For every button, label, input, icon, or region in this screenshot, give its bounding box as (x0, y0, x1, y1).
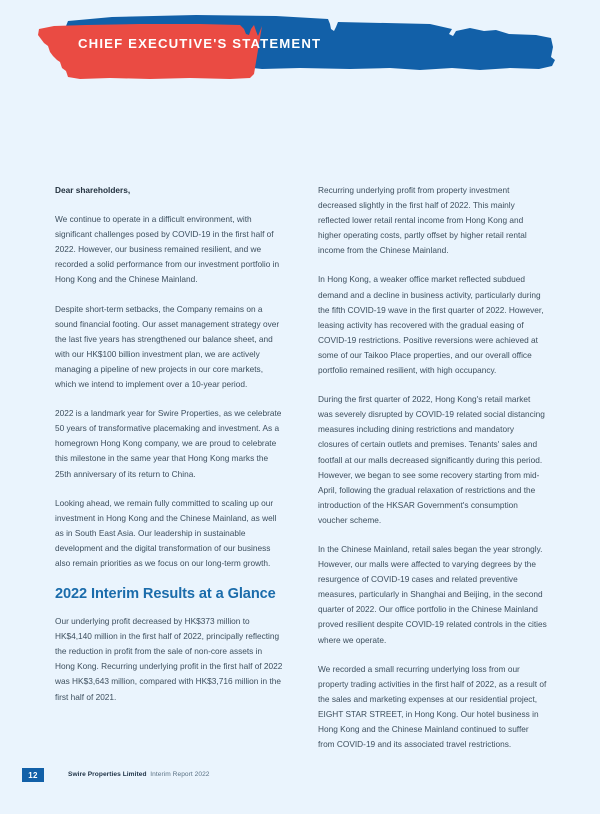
paragraph: Recurring underlying profit from property investment decreased slightly in the first half of 2022. This mainly reflected lower retail rental income from Hong Kong and higher operating costs, partly offset by higher retail rental income from the Chinese Mainland. (318, 185, 527, 256)
paragraph: Despite short-term setbacks, the Company remains on a sound financial footing. Our asset management strategy over the last five years has strengthened our balance sheet, and with our HK$100 billion investment plan, we are actively managing a pipeline of new projects in our core markets, which we intend to implement over a 10-year period. (55, 303, 280, 390)
paragraph: We continue to operate in a difficult environment, with significant challenges posed by COVID-19 in the first half of 2022. However, our business remained resilient, and we recorded a solid performance from our investment portfolio in Hong Kong and the Chinese Mainland. (55, 214, 280, 285)
left-column (55, 183, 284, 766)
right-column (318, 183, 547, 766)
paragraph: In Hong Kong, a weaker office market reflected subdued demand and a decline in business activity, particularly during the fifth COVID-19 wave in the first quarter of 2022. However, leasing activity has recovered with the gradual easing of COVID-19 restrictions. Positive reversions were achieved at some of our Taikoo Place properties, and our overall office portfolio remained resilient, with high occupancy. (318, 274, 544, 376)
footer-company-name: Swire Properties Limited (68, 771, 147, 778)
paragraph: During the first quarter of 2022, Hong Kong's retail market was severely disrupted by COVID-19 related social distancing measures including dining restrictions and mandatory closures of certain outlets and premises. Tenants' sales and footfall at our malls decreased significantly during this period. However, we began to see some recovery starting from mid-April, following the gradual relaxation of restrictions and the introduction of the HKSAR Government's consumption voucher scheme. (318, 394, 545, 525)
paragraph: 2022 is a landmark year for Swire Properties, as we celebrate 50 years of transformative placemaking and investment. As a homegrown Hong Kong company, we are proud to celebrate this milestone in the same year that Hong Kong marks the 25th anniversary of its return to China. (55, 408, 282, 479)
salutation: Dear shareholders, (55, 185, 131, 195)
chapter-banner (0, 0, 600, 100)
paragraph: In the Chinese Mainland, retail sales began the year strongly. However, our malls were affected to varying degrees by the resurgence of COVID-19 cases and related preventive measures, particularly in Shanghai and Beijing, in the second quarter of 2022. Our office portfolio in the Chinese Mainland proved resilient despite COVID-19 related controls in the cities where we operate. (318, 543, 547, 645)
paragraph: Our underlying profit decreased by HK$373 million to HK$4,140 million in the first half of 2022, principally reflecting the reduction in profit from the sale of non-core assets in Hong Kong. Recurring underlying profit in the first half of 2022 was HK$3,643 million, compared with HK$3,716 million in the first half of 2021. (55, 616, 283, 702)
section-heading: 2022 Interim Results at a Glance (55, 586, 276, 603)
footer-report-title: Interim Report 2022 (150, 771, 210, 778)
page-number-badge: 12 (22, 768, 44, 782)
paragraph: Looking ahead, we remain fully committed to scaling up our investment in Hong Kong and the Chinese Mainland, as well as in South East Asia. Our leadership in sustainable development and the digital transformation of our business also remain priorities as we focus on our long-term growth. (55, 497, 277, 568)
footer-text (68, 768, 210, 782)
page-footer (22, 768, 210, 782)
paragraph: We recorded a small recurring underlying loss from our property trading activities in the first half of 2022, as a result of the sales and marketing expenses at our residential project, EIGHT STAR STREET, in Hong Kong. Our hotel business in Hong Kong and the Chinese Mainland continued to suffer from COVID-19 and its associated travel restrictions. (318, 663, 547, 750)
banner-red-brush (38, 24, 262, 79)
article-body (55, 183, 547, 766)
banner-title: CHIEF EXECUTIVE'S STATEMENT (78, 36, 322, 51)
